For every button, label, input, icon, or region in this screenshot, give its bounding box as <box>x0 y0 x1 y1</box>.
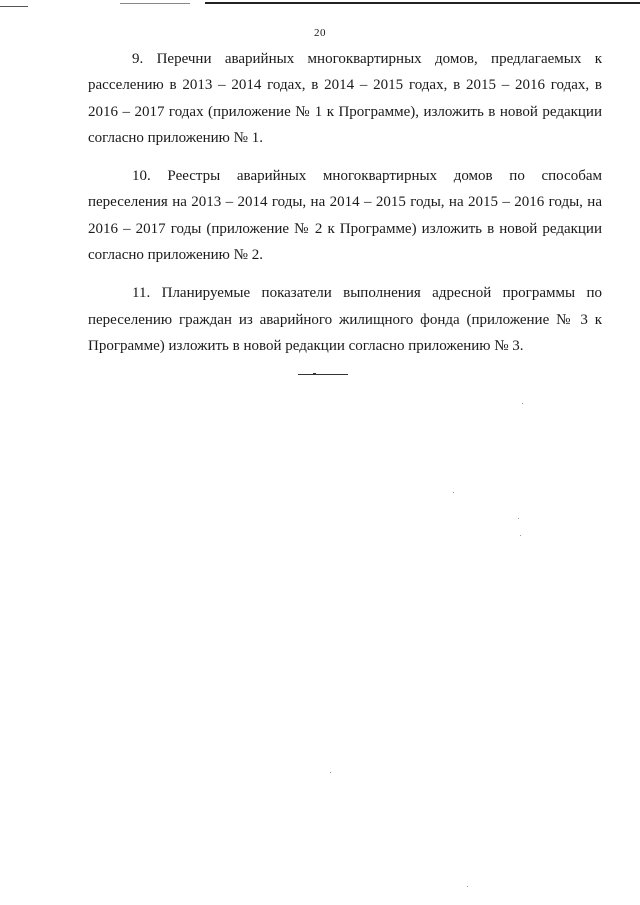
scan-artifact-line <box>205 2 640 4</box>
scan-speck <box>522 403 523 404</box>
end-separator-tick <box>313 373 316 374</box>
paragraph-item-9: 9. Перечни аварийных многоквартирных домов, предлагаемых к расселению в 2013 – 2014 годах, в 2014 – 2015 годах, в 2015 – 2016 годах, в 2016 – 2017 годах (приложение № 1 к Программе), изложить в новой редакции согласно приложению № 1. <box>88 51 602 146</box>
scan-speck <box>467 886 468 887</box>
document-body <box>88 46 602 371</box>
scan-speck <box>453 492 454 493</box>
scan-speck <box>520 535 521 536</box>
page-number: 20 <box>314 27 326 39</box>
scan-top-edge <box>0 0 640 4</box>
scan-artifact-line <box>0 6 28 7</box>
scan-artifact-line <box>120 3 190 4</box>
paragraph-item-10: 10. Реестры аварийных многоквартирных домов по способам переселения на 2013 – 2014 годы, на 2014 – 2015 годы, на 2015 – 2016 годы, на 2016 – 2017 годы (приложение № 2 к Программе) изложить в новой редакции согласно приложению № 2. <box>88 168 602 264</box>
scan-speck <box>330 772 331 773</box>
end-separator-line <box>298 374 348 375</box>
paragraph-item-11: 11. Планируемые показатели выполнения адресной программы по переселению граждан из аварийного жилищного фонда (приложение № 3 к Программе) изложить в новой редакции согласно приложению № 3. <box>88 285 602 354</box>
scan-speck <box>518 518 519 519</box>
